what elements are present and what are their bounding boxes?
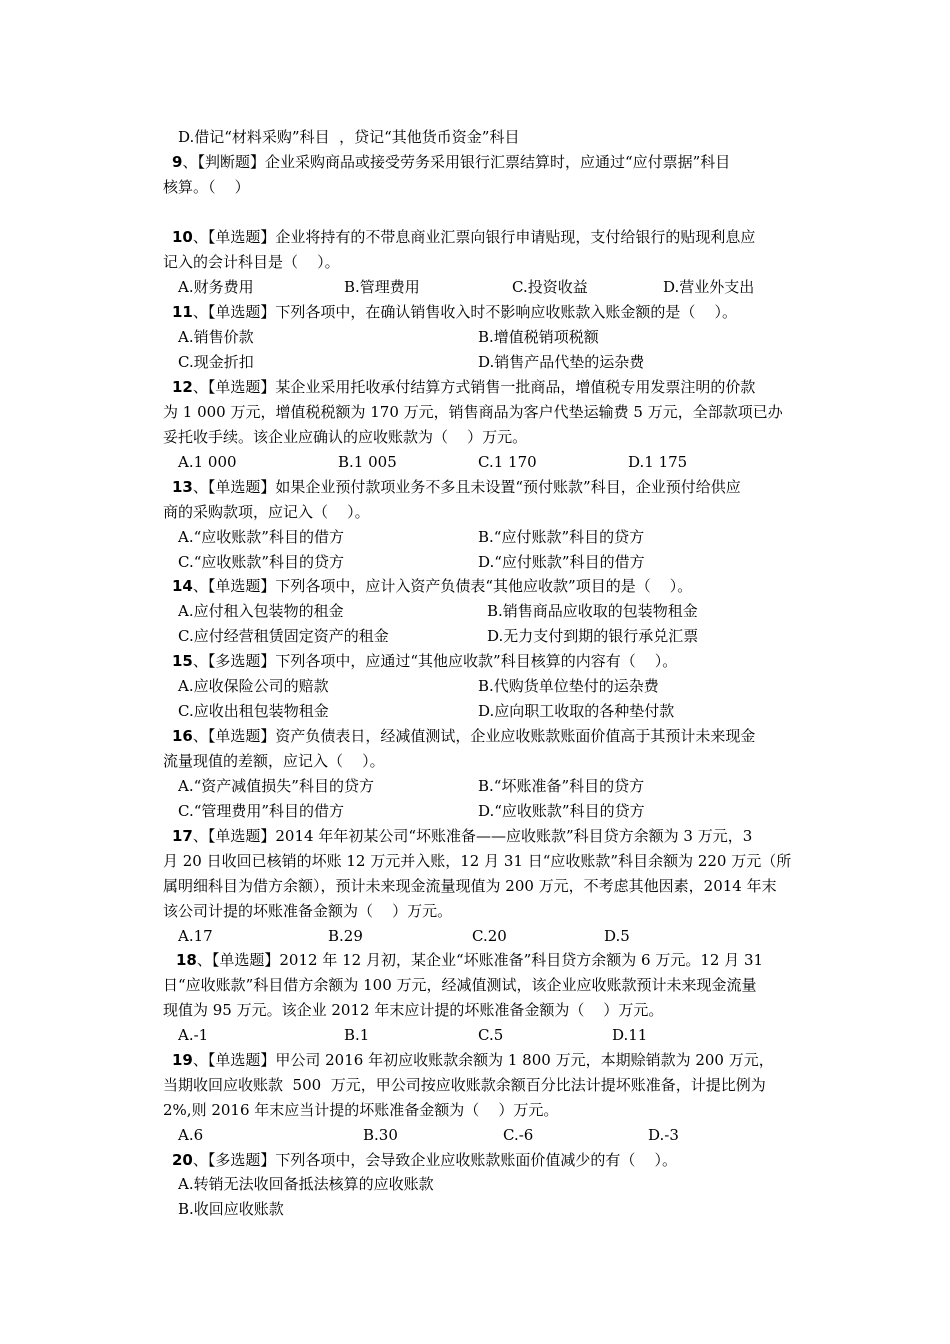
answer-option: B.销售商品应收取的包装物租金 (487, 602, 698, 620)
answer-option: B.29 (328, 927, 363, 945)
text-line (178, 127, 519, 147)
answer-option: B.管理费用 (344, 278, 420, 296)
question-number: 17 (172, 827, 193, 845)
text-line (163, 851, 791, 871)
line-text: 月 20 日收回已核销的坏账 12 万元并入账，12 月 31 日“应收账款”科目余额为 220 万元（所 (163, 852, 792, 870)
line-text: 、【单选题】2012 年 12 月初，某企业“坏账准备”科目贷方余额为 6 万元。12 月 31 (196, 951, 764, 969)
answer-option: B.“应付账款”科目的贷方 (478, 528, 645, 546)
text-line (163, 975, 757, 995)
question-number: 13 (172, 478, 193, 496)
question-number: 11 (172, 303, 193, 321)
answer-option: C.-6 (503, 1126, 534, 1144)
text-line (163, 177, 250, 197)
line-text: 妥托收手续。该企业应确认的应收账款为（ ）万元。 (163, 428, 528, 446)
question-line (172, 651, 677, 671)
answer-option: B.增值税销项税额 (478, 328, 599, 346)
answer-option: A.销售价款 (178, 328, 254, 346)
answer-option: D.11 (612, 1026, 648, 1044)
text-line (163, 502, 370, 522)
question-number: 16 (172, 727, 193, 745)
line-text: 、【单选题】某企业采用托收承付结算方式销售一批商品，增值税专用发票注明的价款 (192, 378, 756, 396)
line-text: 当期收回应收账款 500 万元，甲公司按应收账款余额百分比法计提坏账准备，计提比例为 (163, 1076, 766, 1094)
answer-option: B.“坏账准备”科目的贷方 (478, 777, 645, 795)
answer-option: A.“应收账款”科目的借方 (178, 528, 344, 546)
answer-option: B.1 005 (338, 453, 397, 471)
line-text: 、【单选题】下列各项中，在确认销售收入时不影响应收账款入账金额的是（ ）。 (192, 303, 737, 321)
answer-option: B.30 (363, 1126, 398, 1144)
text-line (178, 1174, 434, 1194)
text-line (163, 1075, 766, 1095)
answer-option: D.“应付账款”科目的借方 (478, 553, 645, 571)
answer-option: A.财务费用 (178, 278, 254, 296)
text-line (163, 427, 527, 447)
answer-option: C.5 (478, 1026, 504, 1044)
text-line (163, 901, 452, 921)
answer-option: D.销售产品代垫的运杂费 (478, 353, 645, 371)
text-line (163, 876, 777, 896)
question-line (172, 826, 752, 846)
answer-option: D.-3 (648, 1126, 679, 1144)
line-text: 为 1 000 万元，增值税税额为 170 万元，销售商品为客户代垫运输费 5 万元，全部款项已办 (163, 403, 783, 421)
line-text: 现值为 95 万元。该企业 2012 年末应计提的坏账准备金额为（ ）万元。 (163, 1001, 664, 1019)
question-number: 9 (172, 153, 183, 171)
answer-option: D.应向职工收取的各种垫付款 (478, 702, 675, 720)
line-text: D.借记“材料采购”科目 ，贷记“其他货币资金”科目 (178, 128, 520, 146)
question-line (176, 950, 763, 970)
question-line (172, 1150, 677, 1170)
text-line (163, 751, 385, 771)
line-text: 、【单选题】2014 年年初某公司“坏账准备——应收账款”科目贷方余额为 3 万元，3 (192, 827, 753, 845)
question-line (172, 227, 755, 247)
line-text: 、【单选题】资产负债表日，经减值测试，企业应收账款账面价值高于其预计未来现金 (192, 727, 756, 745)
line-text: A.转销无法收回备抵法核算的应收账款 (178, 1175, 434, 1193)
question-line (172, 576, 692, 596)
line-text: 、【单选题】如果企业预付款项业务不多且未设置“预付账款”科目，企业预付给供应 (192, 478, 741, 496)
answer-option: B.1 (344, 1026, 370, 1044)
answer-option: A.6 (178, 1126, 204, 1144)
line-text: B.收回应收账款 (178, 1200, 284, 1218)
answer-option: C.应收出租包装物租金 (178, 702, 329, 720)
line-text: 、【单选题】甲公司 2016 年初应收账款余额为 1 800 万元，本期赊销款为 200 万元， (192, 1051, 774, 1069)
question-number: 14 (172, 577, 193, 595)
question-line (172, 377, 755, 397)
answer-option: B.代购货单位垫付的运杂费 (478, 677, 659, 695)
question-line (172, 152, 730, 172)
question-number: 15 (172, 652, 193, 670)
question-line (172, 726, 755, 746)
question-number: 12 (172, 378, 193, 396)
text-line (163, 252, 340, 272)
line-text: 、【单选题】下列各项中，应计入资产负债表“其他应收款”项目的是（ ）。 (192, 577, 693, 595)
line-text: 、【单选题】企业将持有的不带息商业汇票向银行申请贴现，支付给银行的贴现利息应 (192, 228, 756, 246)
answer-option: D.“应收账款”科目的贷方 (478, 802, 645, 820)
answer-option: D.无力支付到期的银行承兑汇票 (487, 627, 699, 645)
question-line (172, 302, 737, 322)
line-text: 属明细科目为借方余额），预计未来现金流量现值为 200 万元，不考虑其他因素，2014 年末 (163, 877, 777, 895)
line-text: 、【多选题】下列各项中，应通过“其他应收款”科目核算的内容有（ ）。 (192, 652, 678, 670)
answer-option: A.“资产减值损失”科目的贷方 (178, 777, 374, 795)
answer-option: D.5 (604, 927, 630, 945)
question-line (172, 477, 741, 497)
question-number: 18 (176, 951, 197, 969)
question-number: 20 (172, 1151, 193, 1169)
answer-option: A.17 (178, 927, 213, 945)
answer-option: A.应付租入包装物的租金 (178, 602, 344, 620)
question-number: 19 (172, 1051, 193, 1069)
answer-option: A.应收保险公司的赔款 (178, 677, 329, 695)
question-line (172, 1050, 774, 1070)
line-text: 、【多选题】下列各项中，会导致企业应收账款账面价值减少的有（ ）。 (192, 1151, 677, 1169)
text-line (163, 402, 783, 422)
answer-option: A.-1 (178, 1026, 209, 1044)
line-text: 商的采购款项，应记入（ ）。 (163, 503, 370, 521)
question-number: 10 (172, 228, 193, 246)
line-text: 2%,则 2016 年末应当计提的坏账准备金额为（ ）万元。 (163, 1101, 559, 1119)
line-text: 核算。（ ） (163, 178, 250, 196)
answer-option: C.投资收益 (512, 278, 588, 296)
answer-option: C.“管理费用”科目的借方 (178, 802, 345, 820)
answer-option: A.1 000 (178, 453, 237, 471)
answer-option: C.应付经营租赁固定资产的租金 (178, 627, 389, 645)
text-line (178, 1199, 284, 1219)
answer-option: D.1 175 (628, 453, 688, 471)
line-text: 日“应收账款”科目借方余额为 100 万元，经减值测试，该企业应收账款预计未来现金流量 (163, 976, 757, 994)
line-text: 、【判断题】企业采购商品或接受劳务采用银行汇票结算时，应通过“应付票据”科目 (182, 153, 731, 171)
answer-option: C.1 170 (478, 453, 537, 471)
answer-option: C.20 (472, 927, 507, 945)
answer-option: D.营业外支出 (663, 278, 755, 296)
text-line (163, 1000, 663, 1020)
answer-option: C.现金折扣 (178, 353, 254, 371)
text-line (163, 1100, 558, 1120)
line-text: 该公司计提的坏账准备金额为（ ）万元。 (163, 902, 453, 920)
line-text: 流量现值的差额，应记入（ ）。 (163, 752, 385, 770)
line-text: 记入的会计科目是（ ）。 (163, 253, 340, 271)
answer-option: C.“应收账款”科目的贷方 (178, 553, 345, 571)
